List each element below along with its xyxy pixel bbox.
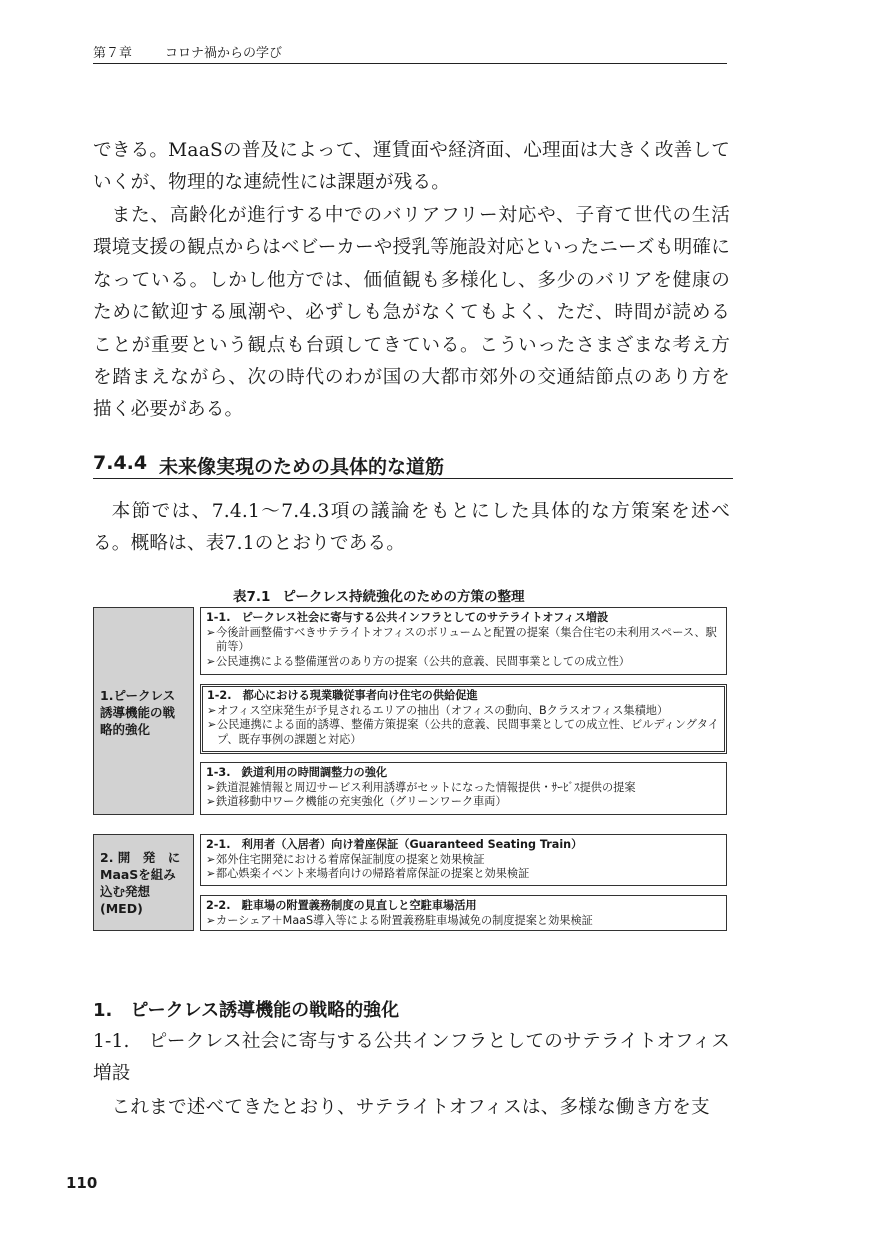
subsection-heading — [93, 996, 399, 1022]
table-caption — [233, 585, 524, 605]
item-bullet — [207, 718, 719, 747]
section-intro: 本節では、7.4.1～7.4.3項の議論をもとにした具体的な方策案を述べる。概略は、表7.1のとおりである。 — [93, 501, 730, 555]
subsection-number: 1. — [93, 1000, 113, 1021]
paragraph-barrier-free: また、高齢化が進行する中でのバリアフリー対応や、子育て世代の生活環境支援の観点からはベビーカーや授乳等施設対応といったニーズも明確になっている。しかし他方では、価値観も多様化し、多少のバリアを健康のために歓迎する風潮や、必ずしも急がなくてもよく、ただ、時間が読めることが重要という観点も台頭してきている。こういったさまざまな考え方を踏まえながら、次の時代のわが国の大都市郊外の交通結節点のあり方を描く必要がある。 — [93, 205, 730, 421]
table-item-1-1 — [200, 607, 727, 675]
bullet-text: 今後計画整備すべきサテライトオフィスのボリュームと配置の提案（集合住宅の未利用スペース、駅前等） — [216, 625, 717, 653]
table-title: ピークレス持続強化のための方策の整理 — [282, 589, 525, 605]
item-heading — [93, 1026, 730, 1091]
bullet-text: 鉄道混雑情報と周辺サービス利用誘導がセットになった情報提供・ｻｰﾋﾞｽ提供の提案 — [216, 780, 636, 794]
category-label-line: 1.ピークレス — [100, 688, 176, 703]
subsection-title: ピークレス誘導機能の戦略的強化 — [130, 1000, 400, 1021]
chapter-title: コロナ禍からの学び — [165, 46, 283, 61]
item-heading-number: 1-1. — [93, 1031, 130, 1052]
item-bullet — [206, 795, 720, 810]
bullet-arrow-icon: ➢ — [206, 913, 216, 927]
bullet-arrow-icon: ➢ — [207, 703, 217, 717]
section-title: 未来像実現のための具体的な道筋 — [159, 456, 445, 478]
bullet-text: 公民連携による面的誘導、整備方策提案（公共的意義、民間事業としての成立性、ビルディングタイプ、既存事例の課題と対応） — [217, 718, 719, 746]
section-heading — [93, 450, 733, 479]
table-item-1-2 — [200, 684, 727, 754]
section-number: 7.4.4 — [93, 452, 148, 474]
item-heading-title: ピークレス社会に寄与する公共インフラとしてのサテライトオフィス増設 — [93, 1031, 730, 1085]
item-bullet — [206, 626, 720, 655]
category-label-line: 込む発想 — [100, 884, 151, 899]
bullet-text: 郊外住宅開発における着席保証制度の提案と効果検証 — [216, 852, 485, 866]
item-bullet — [207, 704, 719, 719]
bullet-text: オフィス空床発生が予見されるエリアの抽出（オフィスの動向、Bクラスオフィス集積地） — [217, 703, 669, 717]
item-title: 1-3. 鉄道利用の時間調整力の強化 — [206, 766, 388, 779]
category-label-line: MaaSを組み — [100, 867, 176, 882]
running-head — [93, 41, 727, 64]
category-label-line: 2. 開 発 に — [100, 850, 181, 865]
item-bullet — [206, 781, 720, 796]
bullet-text: カーシェア＋MaaS導入等による附置義務駐車場減免の制度提案と効果検証 — [216, 913, 593, 927]
category-label-line: 誘導機能の戦 — [100, 705, 176, 720]
item-bullet — [206, 914, 720, 929]
bullet-text: 公民連携による整備運営のあり方の提案（公共的意義、民間事業としての成立性） — [216, 654, 630, 668]
paragraph-continuation: できる。MaaSの普及によって、運賃面や経済面、心理面は大きく改善していくが、物理的な連続性には課題が残る。 — [93, 140, 730, 194]
category-box-1 — [93, 607, 194, 815]
table-item-2-2 — [200, 895, 727, 931]
item-title: 1-2. 都心における現業職従事者向け住宅の供給促進 — [207, 689, 478, 702]
table-item-2-1 — [200, 834, 727, 886]
item-title: 2-1. 利用者（入居者）向け着座保証（Guaranteed Seating Train） — [206, 838, 583, 851]
category-label-line: (MED) — [100, 901, 143, 916]
item-bullet — [206, 853, 720, 868]
category-box-2 — [93, 834, 194, 931]
closing-paragraph: これまで述べてきたとおり、サテライトオフィスは、多様な働き方を支 — [111, 1097, 710, 1118]
bullet-text: 都心娯楽イベント来場者向けの帰路着席保証の提案と効果検証 — [216, 867, 530, 880]
category-label-1 — [100, 687, 175, 738]
table-item-1-3 — [200, 762, 727, 815]
item-title: 2-2. 駐車場の附置義務制度の見直しと空駐車場活用 — [206, 899, 477, 912]
bullet-arrow-icon: ➢ — [206, 654, 216, 668]
bullet-arrow-icon: ➢ — [206, 852, 216, 866]
item-bullet — [206, 655, 720, 670]
bullet-arrow-icon: ➢ — [206, 795, 216, 808]
page-number: 110 — [66, 1174, 98, 1192]
category-label-2 — [100, 849, 180, 917]
bullet-arrow-icon: ➢ — [206, 780, 216, 794]
bullet-arrow-icon: ➢ — [206, 867, 216, 880]
bullet-arrow-icon: ➢ — [207, 718, 217, 731]
item-bullet — [206, 867, 720, 882]
bullet-arrow-icon: ➢ — [206, 625, 216, 639]
chapter-label: 第７章 — [93, 46, 133, 61]
item-title: 1-1. ピークレス社会に寄与する公共インフラとしてのサテライトオフィス増設 — [206, 611, 609, 624]
bullet-text: 鉄道移動中ワーク機能の充実強化（グリーンワーク車両） — [216, 795, 507, 808]
table-number: 表7.1 — [233, 589, 271, 605]
category-label-line: 略的強化 — [100, 722, 151, 737]
